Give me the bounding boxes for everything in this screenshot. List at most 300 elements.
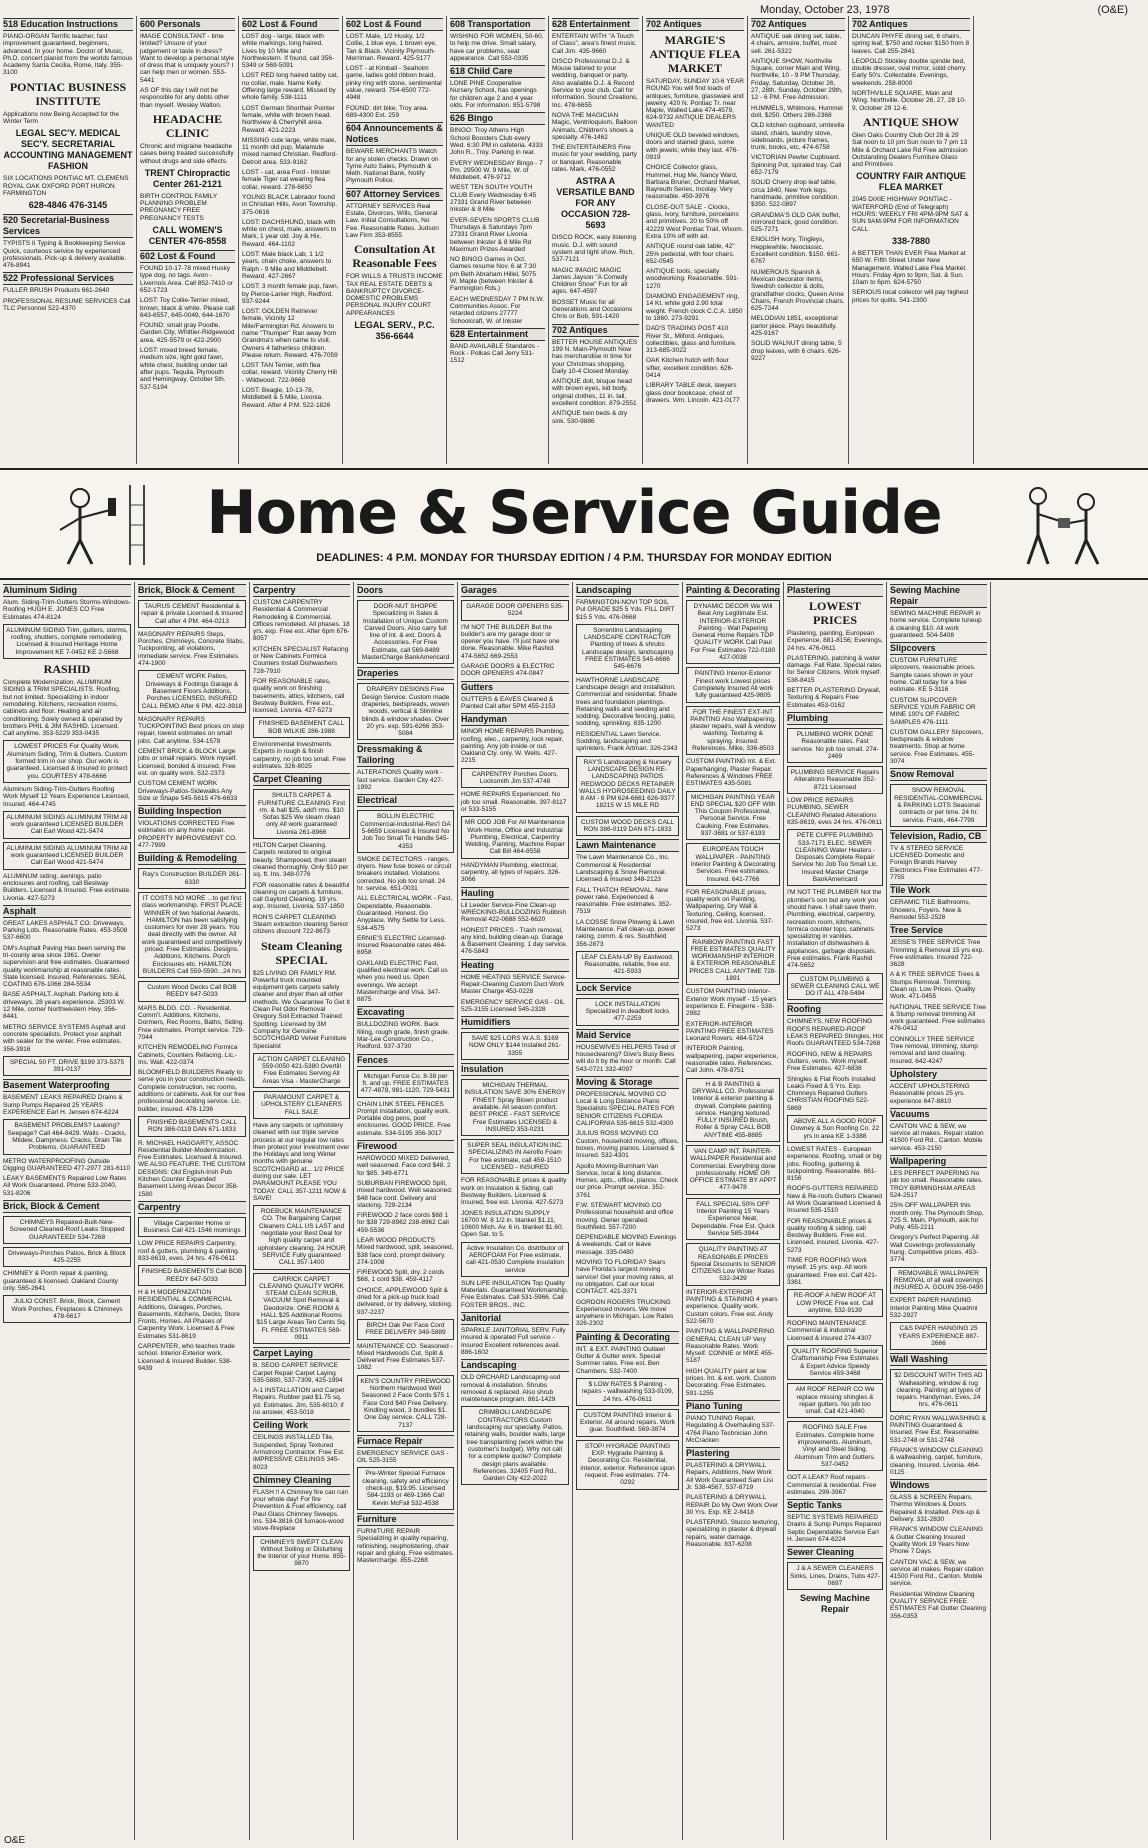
classified-ad: LOST RED long haired tabby cat, no collar, male. Name Kelly. Offering large reward. Missed by whole family. 538-1111 bbox=[242, 72, 339, 102]
category-heading: Gutters bbox=[461, 681, 569, 694]
category-heading: Vacuums bbox=[890, 1108, 987, 1121]
category-heading: Landscaping bbox=[576, 584, 679, 597]
classified-ad: MICHIGAN PAINTING YEAR END SPECIAL $20 OFF With This Coupon Professional, Personal Service. Free Caulking. Free Estimates. 937-3681 or 537-6193 bbox=[686, 791, 780, 841]
classified-ad: MINOR HOME REPAIRS Plumbing, roofing, elec., carpentry, lock repair, painting. Any job inside or out. Oakland Cty. only. W. Wells. 427-2215 bbox=[461, 728, 565, 765]
classified-ad: CEMENT WORK Patios, Driveways & Footings Garage & Basement Floors Additions, Porches LICENSED, INSURED CALL REMO After 6 PM. 422-3918 bbox=[138, 670, 246, 712]
classified-ad: LOST TAN Terrier, with flea collar, reward. Vicinity Cherry Hill - Wildwood. 722-9668 bbox=[242, 362, 337, 384]
classified-ad: FOR REASONABLE prices, quality work on Painting, Wallpapering, Dry Wall & Texturing, Ceiling, licensed, insured, free est. Livonia. 537-5273 bbox=[686, 888, 774, 933]
classified-ad: Lil Leeder Service-Fine Clean-up WRECKING-BULLDOZING Rubbish Removal 422-0688 552-6620 bbox=[461, 901, 567, 924]
classified-ad: LOST: Beagle, 10-13-78, Middlebelt & 5 Mile, Livonia. Reward. After 4 P.M. 522-1826 bbox=[242, 387, 331, 409]
category-heading: Aluminum Siding bbox=[3, 584, 131, 597]
classified-ad: ALUMINUM siding, awnings, patio enclosures and roofing, call Bestway Builders. Licensed & Insured. Free estimate. Livonia. 427-5273 bbox=[3, 872, 131, 902]
classified-ad: ALUMINUM SIDING ALUMINUM TRIM All work guaranteed LICENSED BUILDER Call Earl Wood 421-5474 bbox=[3, 842, 131, 870]
ad-headline: LEGAL SERV., P.C. 356-6644 bbox=[354, 320, 435, 342]
ad-headline: LEGAL SEC'Y. MEDICAL SEC'Y. SECRETARIAL ACCOUNTING MANAGEMENT FASHION bbox=[3, 128, 133, 172]
classified-ad: CUSTOM PAINTING Interior-Exterior Work myself - 15 years experience E. Finegerre - 538-2982 bbox=[686, 988, 777, 1018]
classified-ad: PLASTERING & DRYWALL REPAIR Do My Own Work Over 30 Yrs. Exp. KE 2-8418 bbox=[686, 1494, 779, 1516]
page-footer-code: O&E bbox=[4, 1835, 26, 1846]
classified-ad: DRAPERY DESIGNS Free Design Service. Custom made draperies, bedspreads, woven woods, vertical & Slimline blinds & window shades. Over 20 yrs. exp. 591-6266 353-5084 bbox=[357, 683, 454, 740]
classified-ad: LONE PINE Cooperative Nursery School, has openings for children age 2 and 4 year olds. For information. 851-5798 bbox=[450, 80, 541, 110]
classified-ad: FOR REASONABLE prices & quality roofing & siding, call Bestway Builders. Free est. Licensed, insured, Livonia. 427-5273 bbox=[787, 1217, 879, 1254]
classified-ad: CUSTOM SLIPCOVER SERVICE YOUR FABRIC OR MINE 100's OF FABRIC SAMPLES 476-1111 bbox=[890, 696, 976, 726]
classified-ad: LOST: Male, 1/2 Husky, 1/2 Collie, 1 blue eye, 1 brown eye, Tan & Black. Vicinity Plymouth-Merriman. Reward. 425-5177 bbox=[346, 33, 437, 62]
classified-ad: PETE CUFFE PLUMBING 533-7171 ELEC. SEWER CLEANING Water Heaters - Disposals Complete Repair Service No Job Too Small Lic. Insured Master Charge BankAmericard bbox=[787, 829, 883, 886]
classified-ad: PROFESSIONAL RESUME SERVICES Call TLC Personnel 522-4370 bbox=[3, 297, 131, 313]
classified-ad: BETTER PLASTERING Drywall, Texturing & Repairs Free Estimates 453-0162 bbox=[787, 687, 881, 709]
classified-ad: CERAMIC TILE Bathrooms, Showers, Foyers. New & Remodel 552-2528 bbox=[890, 899, 971, 921]
classified-ad: LEAR WOOD PRODUCTS Mixed hardwood, split, seasoned, $38 face cord, prompt delivery. 274-1008 bbox=[357, 1237, 454, 1266]
classified-ad: ANTIQUE SHOW, Northville Square, corner Main and Wing, Northville, 10 - 9 PM Thursday, Friday, Saturday, October 26, 27, 28th. Sunday, October 29th, 12 - 6 PM. Free Admission. bbox=[751, 57, 843, 102]
classified-ad: Plastering, painting, European Experience, 881-8156; Evenings, 24 hrs. 476-0611 bbox=[787, 630, 883, 652]
classified-ad: I'M NOT THE PLUMBER Not the plumber's son but any work you should have. I shall save them. Plumbing, electrical, carpentry, recreation room, kitchens, formica counter tops, cabinets specializing in vanities. Installation of dishwashers & appliances, garbage disposals. Free estimates. Frank Rashid 474-5652 bbox=[787, 889, 882, 970]
classified-ad: BOLLIN ELECTRIC Commercial-Industrial-Res'l GA 5-6659 Licensed & Insured No Job Too Small To Handle 545-4353 bbox=[357, 810, 454, 852]
classified-column bbox=[849, 16, 974, 464]
classified-ad: CUSTOM PLUMBING & SEWER CLEANING CALL WE DO IT ALL 478-5494 bbox=[787, 973, 883, 1001]
category-heading: 608 Transportation bbox=[450, 18, 545, 31]
category-heading: Sewing Machine Repair bbox=[890, 584, 987, 608]
classified-ad: Apollo Moving-Burnham Van Service, local & long distance. Homes, apts., office, pianos. Check our price. Prompt service. 352-3761 bbox=[576, 1162, 679, 1199]
classified-ad: CUSTOM PAINTING Interior & Exterior. All around repairs. Work guar. Southfield. 569-3874 bbox=[576, 1409, 679, 1437]
classified-ad: BASE ASPHALT. Asphalt. Parking lots & driveways. 28 years experience. 25303 W. 12 Mile, corner Northwestern Hwy. 356-8441 bbox=[3, 991, 126, 1021]
classified-ad: F.W. STEWART MOVING CO Professional household and office moving. Owner operated. Southfield. 557-7200 bbox=[576, 1202, 674, 1231]
classified-ad: AM ROOF REPAIR CO We replace missing shingles & repair gutters. No job too small. Call 421-4040 bbox=[787, 1383, 883, 1418]
classified-ad: FLASH !! A Chimney fire can ruin your whole day! For fire Prevention & Fuel efficiency, call Paul Glass Chimney Sweeps. Ins. 534-3816 Oil furnace-wood stove-fireplace bbox=[253, 1488, 349, 1533]
ad-headline: Consultation At Reasonable Fees bbox=[352, 242, 437, 271]
classified-ad: LOW PRICE REPAIRS PLUMBING, SEWER CLEANING Related Alterations 835-8619, eves 24 hrs. 476-0611 bbox=[787, 797, 883, 826]
home-service-directory bbox=[0, 582, 1148, 1840]
category-heading: Firewood bbox=[357, 1140, 454, 1153]
category-heading: 518 Education Instructions bbox=[3, 18, 133, 31]
classified-ad: GRANDMA'S OLD OAK buffet, mirrored back, good condition. 525-7271 bbox=[751, 211, 841, 234]
classified-ad: 2045 DIXIE HIGHWAY PONTIAC - WATERFORD (End of Telegraph) HOURS: WEEKLY FRI 4PM-9PM SAT & SUN 9AM-9PM FOR INFORMATION CALL bbox=[852, 196, 969, 233]
category-heading: Carpentry bbox=[138, 1201, 246, 1214]
classified-ad: BASEMENT PROBLEMS? Leaking? Seepage? Call 464-8429. Walls - Cracks, Mildew, Dampness. Cracks, Drain Tile Problems. GUARANTEED bbox=[3, 1119, 131, 1154]
category-heading: Draperies bbox=[357, 667, 454, 680]
classified-ad: ANTIQUE round oak table, 42" 25% pedestal, with four chairs. 652-0545 bbox=[646, 243, 735, 265]
classified-ad: RON'S CARPET CLEANING Steam extraction cleaning Senior citizens discount 722-8673 bbox=[253, 913, 349, 936]
classified-ad: FOR REASONABLE prices & quality work on Insulation & Siding, call Bestway Builders. Licensed & Insured, free est. Livonia. 427-5273 bbox=[461, 1177, 567, 1207]
classified-ad: THE ENTERTAINERS Fine music for your wedding, party or banquet. Reasonable rates. Mark, 476-0552 bbox=[552, 144, 637, 174]
classified-ad: ENTERTAIN WITH "A Touch of Class", area's finest music. Call Jim. 435-9660 bbox=[552, 33, 637, 55]
classified-ad: DISCO ROCK, easy listening music. D.J. with sound system and light show. Rich, 537-7121 bbox=[552, 234, 637, 264]
classified-ad: ROOFING SALE Free Estimates. Complete home improvements. Aluminum, Vinyl and Steel Siding. Aluminum Trim and Gutters. 537-0452 bbox=[787, 1421, 883, 1471]
classified-ad: EMERGENCY SERVICE GAS - OIL 525-3155 bbox=[357, 1449, 449, 1465]
classified-ad: Active Insulation Co. distributor of AEROFOAM For Free estimate, call 421-0530 Complete insulation service bbox=[461, 1242, 569, 1277]
classified-ad: FOR THE FINEST EXT-INT PAINTING Also Wallpapering, plaster repairs, wall & window washing. Texturing & spraying. Insured. References. Mike, 336-8503 bbox=[686, 706, 780, 756]
page-date: Monday, October 23, 1978 bbox=[760, 4, 890, 16]
classified-ad: NO BINGO Games in Oct. Games resume Nov. 6 at 7:30 pm Beth Abraham Hillel, 5075 W. Maple (between Inkster & Farmington Rds.) bbox=[450, 256, 537, 293]
classified-ad: WISHING FOR WOMEN, 50-60, to help me drive. Small salary, have car problems, seat appearance. Call 553-0335 bbox=[450, 33, 544, 62]
classified-ad: CHIMNEYS, NEW ROOFING ROOFS REPAIRED-ROOF LEAKS REPAIRED Shingles, Hot Roofs GUARANTEED 534-7268 bbox=[787, 1018, 883, 1048]
category-heading: Plumbing bbox=[787, 712, 883, 725]
classified-ad: PLUMBING SERVICE Repairs Alterations Reasonable 352-8721 Licensed bbox=[787, 766, 883, 794]
classified-ad: The Lawn Maintenance Co., Inc. Commercial & Residential Landscaping & Snow Removal. Licensed & Insured 348-2123 bbox=[576, 854, 670, 884]
category-heading: 522 Professional Services bbox=[3, 272, 133, 285]
classified-ad: TV & STEREO SERVICE LICENSED Domestic and Foreign Brands Harvey Electronics Free Estimates 477-7755 bbox=[890, 844, 983, 882]
classified-ad: SPECIAL 50 FT. DRIVE $199 373-5375 391-0137 bbox=[3, 1056, 131, 1077]
classified-ad: SMOKE DETECTORS - ranges, dryers. New fuse boxes or circuit breakers installed. Violations corrected. No job too small. 24 hr. service. 651-0031 bbox=[357, 855, 452, 893]
category-heading: 702 Antiques bbox=[646, 18, 744, 31]
classified-ad: GORDON ROGERS TRUCKING Experienced movers. We move anywhere in Michigan. Low Rates 326-2302 bbox=[576, 1298, 674, 1328]
ad-headline: CALL WOMEN'S CENTER 476-8558 bbox=[148, 225, 227, 247]
ad-headline: PONTIAC BUSINESS INSTITUTE bbox=[9, 79, 127, 108]
classified-ad: H & H MODERNIZATION RESIDENTIAL & COMMERCIAL Additions, Garages, Porches, Basements, Kitchens, Decks, Store Fronts, Homes. All Phases of Carpentry Work. Licensed & Free Estimates 531-8619 bbox=[138, 1288, 240, 1340]
classified-column bbox=[887, 582, 991, 1840]
classified-ad: LOST: 3 month female pup, fawn, by Pierce-Lanier High, Redford. 937-9244 bbox=[242, 283, 339, 305]
classified-ad: TIME FOR ROOFING Work myself. 15 yrs. exp. All work guaranteed. Free est. Call 421-3361 bbox=[787, 1257, 877, 1286]
classified-ad: ERNIE'S ELECTRIC Licensed-Insured Reasonable rates 464-6958 bbox=[357, 934, 447, 957]
classified-ad: ROOFS-GUTTERS REPAIRED New & Re-roofs Gutters Cleaned All Work Guaranteed Licensed & Insured 535-1510 bbox=[787, 1185, 883, 1215]
classified-ad: HIGH QUALITY paint at low prices. Int. & ext. work. Custom Decorating. Free Estimates. 591-1255 bbox=[686, 1367, 776, 1397]
classified-ad: PLASTERING & DRYWALL Repairs, Additions, New Work All Work Guaranteed Sam Lisi Jr. 538-4567, 537-8719 bbox=[686, 1462, 773, 1491]
classified-ad: MICHIGAN THERMAL INSULATION SAVE 30% ENERGY FINEST Spray Blown product available. All season comfort. BEST PRICE - FAST SERVICE Free Estimates LICENSED & INSURED 353-0231 bbox=[461, 1079, 569, 1136]
classified-ad: H & B PAINTING & DRYWALL CO. Professional Interior & exterior painting & drywall. Complete painting service. Hanging textured. FULLY INSURED Brush, Roller & Spray CALL BOB ANYTIME 455-8885 bbox=[686, 1078, 780, 1142]
classified-ad: Aluminum Siding-Trim-Gutters Roofing Work Myself 12 Years Experience Licensed, Insured. 464-4745 bbox=[3, 785, 130, 808]
classified-ad: Pre-Winter Special Furnace cleaning, safety and efficiency check-up, $19.95. Licensed 584-1193 or 469-1366 Call Kevin McFall 532-4538 bbox=[357, 1467, 454, 1509]
category-heading: Garages bbox=[461, 584, 569, 597]
classified-ad: QUALITY PAINTING AT REASONABLE PRICES Special Discounts to SENIOR CITIZENS Low Winter Rates 532-3439 bbox=[686, 1243, 780, 1285]
classified-ad: JONES INSULATION SUPPLY 16700 W. 8 1/2 in. blanket $1.11, 10600 Mich. Av. 6 in. blanket $1.60. Open Sat. to 5. bbox=[461, 1209, 564, 1239]
classified-ad: C&S PAPER HANGING 25 YEARS EXPERIENCE 887-2666 bbox=[890, 1322, 987, 1350]
classified-ad: TYPISTS II Typing & Bookkeeping Service Quick, courteous service by experienced professionals. Pick-up & delivery available. 476-8941 bbox=[3, 240, 127, 270]
category-heading: Lock Service bbox=[576, 982, 679, 995]
classified-ad: INT. & EXT. PAINTING Outlaw! Gutter & Gutter work. Special Summer rates. Free est. Ben Chambers. 532-7400 bbox=[576, 1345, 666, 1375]
classified-ad: ENGLISH Ivory, Tingleys, Hepplewhite. Neoclassic. Excellent condition. $150. 661-6767 bbox=[751, 236, 840, 266]
classified-ad: PAINTING Interior-Exterior Finest work Lowest prices Completely Insured All work fully guaranteed 425-9805 bbox=[686, 667, 780, 702]
classified-ad: CLOSE-OUT SALE - Clocks, glass, ivory, furniture, porcelains and primitives. 20 to 50% off 42229 West Pontiac Trail, Wixom. Extra 10% off with ad. bbox=[646, 203, 744, 240]
classified-ad: KEN'S COUNTRY FIREWOOD Northern Hardwood Well Seasoned 2 Face Cords $75 1 Face Cord $40 Free Delivery. Kindling wood, 3 bundles $1. One Day service. CALL 728-7137 bbox=[357, 1375, 454, 1432]
classified-ad: EXTERIOR-INTERIOR PAINTING FREE ESTIMATES Leonard Rovers. 484-5724 bbox=[686, 1020, 774, 1043]
category-heading: Maid Service bbox=[576, 1029, 679, 1042]
classified-ad: SUPER SEAL INSULATION INC. SPECIALIZING IN Aeroflo Foam For free estimate, call 459-1510 LICENSED - INSURED bbox=[461, 1139, 569, 1174]
classified-ad: PARAMOUNT CARPET & UPHOLSTERY CLEANERS FALL SALE bbox=[253, 1091, 350, 1119]
classified-ad bbox=[646, 33, 744, 75]
classified-ad: HARDWOOD MIXED Delivered, well seasoned. Face cord $48. 2 for $85. 349-6771 bbox=[357, 1155, 451, 1177]
classified-ad: DOOR-NUT SHOPPE Specializing in Sales & Installation of Unique Custom Carved Doors. Also carry full line of int. & ext. Doors & Accessories. For Free Estimate, call 569-8489 MasterCharge BankAmericard bbox=[357, 600, 454, 664]
category-heading: Carpet Laying bbox=[253, 1347, 350, 1360]
category-heading: Septic Tanks bbox=[787, 1499, 883, 1512]
classified-ad: VIOLATIONS CORRECTED Free estimates on any home repair. PROPERTY IMPROVEMENT CO. 477-7999 bbox=[138, 820, 237, 850]
classified-ad bbox=[3, 128, 133, 172]
classified-ad bbox=[346, 320, 443, 342]
classified-ad: DISCO Professional D.J. & Mouse tailored to your wedding, banquet or party. Also available D.J. & Record Service to your club. Call for information. Sound Creations, Inc. 478-6655 bbox=[552, 57, 638, 109]
classified-ad: MAINTENANCE CO. Seasoned - Mixed Hardwoods Cut, Split & Delivered Free Estimates 537-1082 bbox=[357, 1342, 453, 1372]
ad-headline: 628-4846 476-3145 bbox=[28, 200, 108, 211]
classified-ad: YOUNG BLACK Labrador found in Christian Hills, Avon Township. 375-0616 bbox=[242, 193, 338, 216]
classified-ad: FRANK'S WINDOW CLEANING & wallwashing, carpet, furniture, cleaning. Insured. Livonia. 464-0125 bbox=[890, 1446, 983, 1476]
classified-ad: OAKLAND ELECTRIC Fast, qualified electrical work. Call us when you need us. Open evenings. We accept Mastercharge and Visa. 347-8875 bbox=[357, 959, 448, 1004]
category-heading: 602 Lost & Found bbox=[346, 18, 443, 31]
category-heading: Tile Work bbox=[890, 884, 987, 897]
classified-ad: CONNOLLY TREE SERVICE Tree removal, trimming, stump removal and land clearing. Insured. 642-4247 bbox=[890, 1035, 978, 1065]
classified-ad: EUROPEAN TOUCH WALLPAPER - PAINTING Interior Painting & Decorating Services. Free estimates. Insured. 641-7766 bbox=[686, 843, 780, 885]
classified-ad: KITCHEN REMODELING Formica Cabinets, Counters Refacing. Lic.-Ins. Wall. 422-0374 bbox=[138, 1044, 238, 1066]
classified-ad: SEPTIC SYSTEMS REPAIRED Drains & Sump Pumps Repaired Septic Dependable Service Earl H. Jensen 674-6224 bbox=[787, 1514, 881, 1543]
classified-column bbox=[643, 16, 748, 464]
classified-ad: Custom Wood Decks Call BOB REEDY 647-5033 bbox=[138, 981, 246, 1002]
category-heading: Dressmaking & Tailoring bbox=[357, 743, 454, 767]
classified-ad: B. SEOG CARPET SERVICE Carpet Repair Carpet Laying 535-5880, 537-7309, 425-1994 bbox=[253, 1362, 343, 1384]
classified-ad: CUSTOM FURNITURE slipcovers, reasonable prices. Sample cases shown in your home. Call today for a free estimate. KE 5-3116 bbox=[890, 657, 976, 694]
category-heading: Television, Radio, CB bbox=[890, 830, 987, 843]
classified-ad: SUBURBAN FIREWOOD Split, mixed hardwood. Well seasoned. $48 face cord. Delivery and stacking. 729-2134 bbox=[357, 1179, 453, 1209]
classified-ad: GLASS & SCREEN Repairs. Thermo Windows & Doors Repaired & Installed. Pick-up & Delivery. 331-2830 bbox=[890, 1494, 980, 1524]
classified-ad: METRO SERVICE SYSTEMS Asphalt and concrete specialists. Protect your asphalt with sealer for the winter. Free estimates. 356-3916 bbox=[3, 1023, 126, 1053]
classified-ad: ATTORNEY SERVICES Real Estate, Divorces, Wills, General Law. Initial Consultations, No Fee. Reasonable Rates. Judson Law Firm 353-8555 bbox=[346, 202, 439, 239]
ad-headline: Steam Cleaning SPECIAL bbox=[261, 938, 342, 967]
classified-ad: MARS BLDG. CO. - Residential, Comm'l. Additions, Kitchens, Dormers, Rec Rooms, Baths, Siding. Free estimates. Prompt service. 729-7044 bbox=[138, 1004, 245, 1041]
ad-headline: RASHID bbox=[43, 662, 91, 677]
category-heading: Hauling bbox=[461, 887, 569, 900]
classified-ad: FULLER BRUSH Products 661-2640 bbox=[3, 287, 110, 295]
classified-ad: GOT A LEAK? Roof repairs - Commercial & residential. Free estimates. 299-3967 bbox=[787, 1474, 877, 1496]
classified-ad: RAY'S Landscaping & Nursery LANDSCAPE DESIGN RE-LANDSCAPING PATIOS REDWOOD DECKS RETAINER WALLS HYDROSEEDING DAILY 8 AM - 6 PM 624-6661 626-9377 18215 W 15 MILE RD bbox=[576, 756, 679, 813]
category-heading: Landscaping bbox=[461, 1359, 569, 1372]
classified-ad: MR ODD JOB For All Maintenance Work Home, Office and Industrial Plumbing, Electrical, Carpentry Welding, Painting, Machine Repair Call Bill 464-8558 bbox=[461, 816, 569, 858]
classified-ad: BIRTH CONTROL FAMILY PLANNING PROBLEM PREGNANCY FREE PREGNANCY TESTS bbox=[140, 192, 218, 222]
classified-ad bbox=[852, 171, 970, 193]
classified-ad: LEAF CLEAN-UP By Eastwood. Reasonable, reliable, free est. 421-5933 bbox=[576, 951, 679, 979]
classified-ad: CANTON VAC & SEW, we service all makes. Repair station 41500 Ford Rd., Canton. Mobile service. 453-2150 bbox=[890, 1122, 984, 1152]
classified-ad: ABOVE ALL A GOOD ROOF Downey & Son Roofing Co. 22 yrs in area KE 1-3388 bbox=[787, 1115, 883, 1143]
classified-ad: ROEBUCK MAINTENANCE CO. The Bargaining Carpet Cleaners CALL US LAST and negotiate your Best Deal for high quality carpet and upholstery cleaning. 24 HOUR SERVICE Fully guaranteed CALL 357-1400 bbox=[253, 1205, 350, 1269]
classified-ad: LOW PRICE REPAIRS Carpentry, roof & gutters, plumbing & painting. 833-8619, eves. 24 hrs. 476-0611 bbox=[138, 1240, 240, 1263]
category-heading: Building Inspection bbox=[138, 805, 246, 818]
ad-headline: Sewing Machine Repair bbox=[799, 1593, 870, 1615]
classified-ad: BINGO: Troy Athens High School Boosters Club every Wed. 6:30 PM in cafeteria. 4333 John R., Troy. Parking in rear. bbox=[450, 127, 543, 157]
classified-ad: RE-ROOF A NEW ROOF AT LOW PRICE Free est. Call anytime, 532-9139 bbox=[787, 1289, 883, 1317]
classified-ad: Have any carpets or upholstery cleaned with our triple service process at our regular low rates then protect your investment over the Holidays and long Winter months with genuine SCOTCHGARD at... 1/2 PRICE during our sale. LET PARAMOUNT PLEASE YOU TODAY. CALL 357-1211 NOW & SAVE! bbox=[253, 1121, 350, 1202]
classified-ad: ALL ELECTRICAL WORK - Fast, Dependable, Reasonable. Guaranteed. Honest. Go Anyplace. Why Settle for Less. 534-4575 bbox=[357, 895, 453, 932]
classified-column bbox=[239, 16, 343, 464]
classified-ad: NOVA THE MAGICIAN Magic, Ventriloquism, Balloon Animals, Children's shows a specialty. 476-1462 bbox=[552, 111, 638, 141]
classified-ad: BLOOMFIELD BUILDERS Ready to serve you in your construction needs. Complete construction, rec rooms, additions or cabinets. Ask for our free professional decorating service. Lic. builder, insured. 476-1236 bbox=[138, 1069, 246, 1113]
classified-ad: SUN LIFE INSULATION Top Quality Materials. Guaranteed Workmanship. Free Estimates. Call 531-5966. Call FOSTER BROS., INC. bbox=[461, 1279, 569, 1309]
classified-ad bbox=[253, 939, 350, 967]
category-heading: Plastering bbox=[787, 584, 883, 597]
classified-ad: BIRCH Oak Per Face Cord FREE DELIVERY 349-5889 bbox=[357, 1319, 454, 1340]
classified-column bbox=[549, 16, 643, 464]
category-heading: Doors bbox=[357, 584, 454, 597]
classified-ad: $ LOW RATES $ Painting - repairs - wallwashing 533-9109, 24 hrs. 476-0611 bbox=[576, 1378, 679, 1406]
classified-ad bbox=[852, 115, 970, 129]
classified-ad: LOST: Male black Lab, 1 1/2 years, chain choke, answers to Ralph - 9 Mile and Middlebelt. Reward. 427-2667 bbox=[242, 251, 332, 280]
classified-ad: ACCENT UPHOLSTERING Reasonable prices 25 yrs. experience 647-8810 bbox=[890, 1082, 970, 1105]
classified-ad: BETTER HOUSE ANTIQUES 199 N. Main-Plymouth Now has merchandise in time for your Christmas shopping. Daily 10-4 Closed Monday. bbox=[552, 338, 638, 375]
classified-ad: HONEST PRICES - Trash removal, any kind, building clean-up. Garage & Basement Cleaning. 1 day service. 476-5843 bbox=[461, 926, 568, 956]
classified-column bbox=[343, 16, 447, 464]
workers-illustration-icon bbox=[1008, 480, 1118, 568]
classified-ad: NORTHVILLE SQUARE, Main and Wing. Northville. October 26, 27, 28 10-9, October 29 12-6. bbox=[852, 90, 967, 112]
category-heading: Electrical bbox=[357, 794, 454, 807]
classified-ad: LOST - cat, area Ford - Inkster female Tiger cat wearing flea collar, reward. 278-6650 bbox=[242, 169, 331, 191]
classified-ad: EVERY WEDNESDAY Bingo - 7 Pm. 29500 W. 9 Mile, W. of Middlebelt. 476-9712 bbox=[450, 159, 543, 182]
classified-ad: CUSTOM CEMENT WORK Driveways-Patios-Sidewalks Any Size or Shape 545-5615 476-6633 bbox=[138, 780, 238, 802]
classified-ad: FOR reasonable rates & beautiful cleaning on carpets & furniture, call Gaylord Cleaning. 19 yrs. exp. Insured, Livonia. 537-1850 bbox=[253, 881, 350, 911]
classified-ad: LOWEST PRICES For Quality Work. Aluminum Siding, Trim & Gutters. Custom formed trim in our shop. Our work is guaranteed. Licensed & Insured to protect you. COURTESY 478-6666 bbox=[3, 740, 131, 782]
classified-ad: LOST dog - large, black with white markings, long haired. Lives by 10 Mile and Northwestern. If found, call 356-5349 or 569-5091 bbox=[242, 33, 335, 70]
classified-column bbox=[447, 16, 549, 464]
classified-ad: HOME HEATING SERVICE Service-Repair-Cleaning Custom Duct Work Master Charge 453-0228 bbox=[461, 973, 567, 996]
classified-column bbox=[137, 16, 239, 464]
classified-ad bbox=[787, 1593, 883, 1615]
classified-column bbox=[683, 582, 784, 1840]
classified-ad: ALUMINUM SIDING ALUMINUM TRIM All work guaranteed LICENSED BUILDER Call Earl Wood 421-5474 bbox=[3, 811, 131, 839]
classified-ad: OLD kitchen cupboard, umbrella stand, chairs, laundry stove, sideboards, picture frames, trunk, books, etc. 474-6758 bbox=[751, 122, 845, 152]
category-heading: Building & Remodeling bbox=[138, 852, 246, 865]
classified-ad: RAINBOW PAINTING FAST FREE ESTIMATES QUALITY WORKMANSHIP INTERIOR & EXTERIOR REASONABLE PRICES CALL ANYTIME 728-1891 bbox=[686, 936, 780, 986]
classified-ad: Sorrentino Landscaping LANDSCAPE CONTRACTOR Planting of trees & shrubs Landscape design, landscaping FREE ESTIMATES 545-6686 545-6676 bbox=[576, 624, 679, 674]
classified-ad: ALUMINUM SIDING Trim, gutters, storms, roofing, shutters, complete remodeling. Licensed & Insured Heritage Home Improvement KE 7-0452 KE 2-5668 bbox=[3, 624, 131, 659]
classified-ad: NATIONAL TREE SERVICE Tree & Stump removal trimming All work guaranteed. Free estimates 476-0412 bbox=[890, 1003, 986, 1033]
classified-ad: PLASTERING, Stucco texturing, specializing in plaster & drywall repairs, water damage. Reasonable. 837-6208 bbox=[686, 1519, 780, 1549]
classified-ad: CHIMNEYS SWEPT CLEAN Without Soiling or Disturbing the Interior of your Home. 855-9870 bbox=[253, 1536, 350, 1571]
classified-ad: VAN CAMP INT. PAINTER-WALLPAPER Residential and Commercial. Everything done professionally. HOME OR OFFICE ESTIMATE BY APPT 477-9478 bbox=[686, 1145, 780, 1195]
classified-ad: FALL SPECIAL 50% OFF Interior Painting 15 Years Experience Neat, Dependable. Free Est. Quick Service 585-3944 bbox=[686, 1198, 780, 1240]
category-heading: Lawn Maintenance bbox=[576, 839, 679, 852]
classified-ad: PROFESSIONAL MOVING CO Local & Long Distance Piano Specialists SPECIAL RATES FOR SENIOR CITIZENS FLORIDA CALIFORNIA 535-6615 532-4300 bbox=[576, 1090, 675, 1128]
classified-ad: Complete Modernization. ALUMINUM SIDING & TRIM SPECIALISTS. Roofing, but not limited. Specializing in indoor remodeling. Kitchens, recreation rooms, cabinets and floor. Heating and air conditioning. Solely owned & operated by brothers PHIL & JIM RASHID. Licensed. Call anytime. 353-5229 353-0435 bbox=[3, 679, 123, 738]
classified-ad: FIREWOOD 2 face cords $68 1 for $38 729-8962 238-8962 Call 459-5536 bbox=[357, 1212, 449, 1234]
classified-ad: DAD'S TRADING POST 410 River St., Milford. Antiques, collectibles, glass and furniture. 313-685-3022 bbox=[646, 325, 737, 355]
classified-ad: Ray's Construction BUILDER 261-6330 bbox=[138, 868, 246, 889]
category-heading: 602 Lost & Found bbox=[242, 18, 339, 31]
classified-ad: CHAIN LINK STEEL FENCES Prompt installation, quality work. Portable dog pens, pool enclosures. GOOD PRICE. Free estimate. 534-5195 356-3017 bbox=[357, 1100, 451, 1137]
classified-ad: NUMEROUS Spanish & Mexican decorator items, Swedish collector & dolls, grandfather clocks, Queen Anne Chairs, French Provincial chairs. 625-7244 bbox=[751, 268, 845, 313]
classified-ad: A & K TREE SERVICE Trees & Stumps Removal. Trimming. Clean up. Low Prices. Quality Work. 471-0455 bbox=[890, 971, 980, 1001]
category-heading: Asphalt bbox=[3, 905, 131, 918]
classified-ad: LOST: Toy Collie-Terrier mixed, brown, black & white. Please call 643-6557, 645-0049, 644-1670 bbox=[140, 297, 235, 319]
category-heading: 702 Antiques bbox=[852, 18, 970, 31]
classified-ad: CARPENTER, who teaches trade school. Interior-Exterior work. Licensed & Insured Builder. 538-9439 bbox=[138, 1343, 235, 1372]
classified-ad: 25% OFF WALLPAPER this month only. The Plymouth Shop, 725 S. Main, Plymouth, ask for Polly. 455-2211 bbox=[890, 1202, 984, 1232]
classified-ad: DM's Asphalt Paving Has been serving the tri-county area since 1961. Owner supervision and free estimates. Guaranteed quality workmanship at reasonable rates. State licensed. Insured. References. SEAL COATING 676-1066 284-5534 bbox=[3, 944, 130, 989]
classified-ad: BAND AVAILABLE Standards - Rock - Polkas Call Jerry 531-1512 bbox=[450, 342, 539, 365]
classified-ad: DUNCAN PHYFE dining set, 6 chairs, spring leaf, $750 and rocker $150 from 8 leaves. Call 255-2841 bbox=[852, 33, 970, 55]
classified-ad: BOSSET Music for all Generations and Occasions Chris or Bob, 591-1420 bbox=[552, 298, 633, 321]
classified-ad: BASEMENT LEAKS REPAIRED Drains & Sump Pumps Repaired 25 YEARS EXPERIENCE Earl H. Jensen 674-6224 bbox=[3, 1094, 123, 1117]
classified-ad: SNOW REMOVAL RESIDENTIAL-COMMERCIAL & PARKING LOTS Seasonal contracts or per time. 24 hr. service. Frank, 464-7799 bbox=[890, 784, 987, 826]
top-classifieds bbox=[0, 16, 1148, 464]
classified-ad bbox=[3, 80, 133, 108]
classified-ad: METRO WATERPROOFING Outside Digging GUARANTEED 477-2977 281-6110 bbox=[3, 1157, 131, 1172]
classified-ad: Environmental Investments Experts in rough & finish carpentry, no job too small. Free estimates. 326-8025 bbox=[253, 741, 346, 770]
category-heading: Ceiling Work bbox=[253, 1419, 350, 1432]
classified-ad: HUMMELS, Whitmore, Hummel doll, $250. Others 286-2368 bbox=[751, 104, 843, 119]
category-heading: 702 Antiques bbox=[552, 324, 639, 337]
classified-ad: ACTION CARPET CLEANING 559-0050 421-5380 Overtill Free Estimates Serving All Areas Visa - MasterCharge bbox=[253, 1053, 350, 1088]
classified-ad: SERIOUS local collector will pay highest prices for quilts. 541-2300 bbox=[852, 289, 969, 304]
classified-ad: FARMINGTON-NOVI TOP SOIL Pul GRADE $25 5 Yds. FILL DIRT $15 5 Yds. 476-0668 bbox=[576, 599, 675, 621]
classified-ad bbox=[140, 168, 235, 190]
classified-column bbox=[354, 582, 458, 1840]
classified-ad: GARAGE DOOR OPENERS 535-5224 bbox=[461, 600, 569, 621]
classified-ad: TAURUS CEMENT Residential & repair & private Licensed & Insured Call after 4 PM. 464-0213 bbox=[138, 600, 246, 628]
classified-ad: MELODIAN 1851, exceptional parlor piece. Plays beautifully. 425-9167 bbox=[751, 315, 838, 337]
ad-headline: ASTRA A VERSATILE BAND FOR ANY OCCASION 728-5693 bbox=[556, 176, 635, 231]
ad-headline: TRENT Chiropractic Center 261-2121 bbox=[144, 167, 231, 189]
classified-ad: WEST TEN SOUTH YOUTH CLUB Every Wednesday 6:45 27331 Grand River between Inkster & 8 Mile bbox=[450, 184, 537, 214]
classified-ad: DEPENDABLE MOVING Evenings & weekends. Call or leave message. 335-0480 bbox=[576, 1234, 677, 1256]
classified-ad: DORIC RYAN WALLWASHING & PAINTING Guaranteed & Insured. Free Est. Reasonable. 531-2748 or 531-2748 bbox=[890, 1414, 986, 1444]
classified-ad: FINISHED BASEMENTS CALL RON 386-0119 DAN 671-1833 bbox=[138, 1116, 246, 1137]
classified-ad: FRANK'S WINDOW CLEANING & Gutter Cleaning Insured Quality Work 19 Years Now Phone 7 Days bbox=[890, 1526, 983, 1556]
category-heading: Brick, Block & Cement bbox=[138, 584, 246, 597]
category-heading: 520 Secretarial-Business Services bbox=[3, 214, 133, 238]
ad-headline: ANTIQUE SHOW bbox=[862, 114, 960, 129]
category-heading: 607 Attorney Services bbox=[346, 188, 443, 201]
classified-ad: CARRICK CARPET CLEANING QUALITY WORK STEAM CLEAN SCRUB, VACUUM Spot Removal & Deodorize. ONE ROOM & HALL $25 Additional Rooms $15 Large Areas Ten Cents Sq. Ft. FREE ESTIMATES 569-0911 bbox=[253, 1273, 350, 1345]
home-service-guide-banner bbox=[0, 468, 1148, 580]
classified-ad: I'M NOT THE BUILDER But the builder's are my garage door or opener you have. I'll just have one done. Reasonable. Mike Rashid. 474-5652 669-2553 bbox=[461, 623, 560, 660]
classified-ad: STOP! HYGRADE PAINTING EXP. Hygrade Painting & Decorating Co. Residential, interior, exterior. Reference upon request. Free estimates. 774-0292 bbox=[576, 1440, 679, 1490]
category-heading: Fences bbox=[357, 1054, 454, 1067]
classified-ad: ANTIQUE tools, specialty woodworking. Reasonable. 591-1270 bbox=[646, 268, 739, 290]
classified-column bbox=[573, 582, 683, 1840]
ad-headline: 338-7880 bbox=[891, 235, 931, 246]
ad-headline: HEADACHE CLINIC bbox=[152, 111, 223, 140]
classified-ad: LOCK INSTALLATION Specialized in deadbolt locks 477-2253 bbox=[576, 998, 679, 1026]
classified-ad: LES PERFECT PAPERING No job too small. Reasonable rates. TROY BIRMINGHAM AREAS 524-2517 bbox=[890, 1170, 983, 1199]
classified-ad: DIAMOND ENGAGEMENT ring, 14 Kt. white gold 2.90 total weight. French clock C.C.A. 1850 to 1860. 273-9291 bbox=[646, 293, 743, 322]
classified-ad: EXPERT PAPER HANGING Interior Painting Mike Quadrini 532-2927 bbox=[890, 1297, 978, 1320]
category-heading: Painting & Decorating bbox=[576, 1331, 679, 1344]
classified-ad: IMAGE CONSULTANT - time limited? Unsure of your judgement or taste in dress? Want to develop a personal style of dress that is uniquely yours? I can help men or women. 553-5441 bbox=[140, 33, 235, 84]
classified-column bbox=[458, 582, 573, 1840]
category-heading: 618 Child Care bbox=[450, 65, 545, 78]
category-heading: Slipcovers bbox=[890, 642, 987, 655]
classified-ad: FOR REASONABLE rates, quality work on finishing basements, attics, kitchens, call Bestway Builders. Free est., licensed, Livonia. 427-5273 bbox=[253, 677, 345, 715]
classified-ad: FOUND: dirt bike, Troy area. 689-4300 Ext. 259 bbox=[346, 104, 429, 119]
classified-ad: JULIO CONST. Brick, Block, Cement Work Porches, Fireplaces & Chimneys 478-6617 bbox=[3, 1295, 131, 1323]
classified-ad: PLASTERING, patching & water damage. Fall Rate. Special rates for Senior Citizens. Work myself. 538-8415 bbox=[787, 654, 882, 684]
category-heading: Humidifiers bbox=[461, 1016, 569, 1029]
classified-ad bbox=[3, 662, 131, 676]
classified-ad: LOST: GOLDEN Retriever female, Vicinity 12 Mile/Farmington Rd. Answers to name "Thumper" Ran away from Grandma's when came to visit. Owners 4 fatherless children. Please return. Reward. 476-7059 bbox=[242, 308, 338, 359]
classified-ad: CEMENT BRICK & BLOCK Large jobs or small repairs. Work myself. Licensed, bonded & insured. Free est. on quality work. 532-2373 bbox=[138, 748, 238, 777]
classified-ad: CHOICE Collector glass, Hummel, Hug Me, Nancy Ward, Barbara Bruner, Orchard Market, Bayreuth Series, Incolay. Very reasonable. 459-3976 bbox=[646, 164, 741, 201]
classified-ad: Chronic and migraine headache cases being treated successfully without drugs and side effects. bbox=[140, 142, 234, 165]
category-heading: Sewer Cleaning bbox=[787, 1546, 883, 1559]
classified-ad: LEAKY BASEMENTS Repaired Low Rates All Work Guaranteed. Phone 533-2040, 531-8206 bbox=[3, 1175, 127, 1197]
classified-ad bbox=[3, 200, 133, 211]
classified-ad: UNIQUE OLD beveled windows, doors and stained glass, some with jewels; while they last. 476-0919 bbox=[646, 132, 740, 161]
classified-ad: OLD ORCHARD Landscaping-sod removal & installation. Shrubs removed & replaced. Also shrub maintenance program. 861-1429 bbox=[461, 1374, 561, 1404]
classified-ad: CUSTOM WOOD DECKS CALL RON 386-0119 DAN 671-1833 bbox=[576, 816, 679, 837]
category-heading: Insulation bbox=[461, 1063, 569, 1076]
classified-ad: FURNITURE REPAIR Specializing in quality repairing, refinishing, reupholstering, chair repair and gluing. Free estimates. Mastercharge. 855-2268 bbox=[357, 1527, 454, 1565]
classified-ad: CHOICE, APPLEWOOD Split & dried for a pick-up truck load delivered, or try delivery, sticking. 937-2237 bbox=[357, 1286, 453, 1316]
classified-ad: BULLDOZING WORK. Back filling, rough grade, finish grade. Mar-Lee Construction Co., Redford. 937-3730 bbox=[357, 1021, 450, 1051]
classified-ad: HANDYMAN Plumbing, electrical, carpentry, all types of repairs. 326-3066 bbox=[461, 861, 561, 884]
classified-ad: A-1 INSTALLATION and Carpet Repairs. Rubber pad $1.75 sq. yd. Estimates. Jim, 535-6010; if no answer, 453-5018 bbox=[253, 1387, 345, 1417]
category-heading: Tree Service bbox=[890, 924, 987, 937]
section-label: (O&E) bbox=[1097, 4, 1128, 16]
classified-ad: Shingles & Flat Roofs Installed Leaks Fixed & 5 Yrs. Exp. Chimneys Repaired Gutters CHRISTIAN ROOFING 522-5869 bbox=[787, 1075, 876, 1112]
classified-ad: CUSTOM GALLERY Slipcovers, bedspreads & window treatments. Shop at home service. Free Estimates. 455-3074 bbox=[890, 728, 984, 766]
classified-ad: FIREWOOD Split, dry. 2 cords $68, 1 cord $38. 459-4117 bbox=[357, 1269, 445, 1284]
banner-deadlines: DEADLINES: 4 P.M. MONDAY FOR THURSDAY EDITION / 4 P.M. THURSDAY FOR MONDAY EDITION bbox=[316, 552, 832, 564]
classified-ad: HILTON Carpet Cleaning. Carpets restored to original beauty. Shampooed, then steam cleaned thoroughly. Only $10 per sq. ft. Ins. 348-0776 bbox=[253, 842, 349, 879]
classified-ad: ANTIQUE doll, bisque head with brown eyes, kid body, original clothes, 11 in. tall, excellent condition. 879-2551 bbox=[552, 378, 637, 407]
classified-ad: GREAT LAKES ASPHALT CO. Driveways, Parking Lots. Reasonable Rates. 453-3508 537-6600 bbox=[3, 919, 128, 942]
classified-ad bbox=[852, 236, 970, 247]
classified-ad: Alum. Siding-Trim-Gutters Storms-Windows-Roofing HUGH E. JONES CO Free Estimates 474-8124 bbox=[3, 599, 131, 621]
classified-ad: LOWEST RATES - European experience. Roofing, small or big jobs. Roofing, guttering & tuckpointing. Reasonable. 861-8156 bbox=[787, 1145, 882, 1183]
classified-ad: KITCHEN SPECIALIST Refacing or New Cabinets Formica Counters Install Dishwashers 728-7910 bbox=[253, 645, 349, 675]
classified-ad: LA COSSE Snow Plowing & Lawn Maintenance. Fall clean-up, power raking, comm. & res. Southfield 356-2873 bbox=[576, 918, 676, 948]
category-heading: 628 Entertainment bbox=[552, 18, 639, 31]
